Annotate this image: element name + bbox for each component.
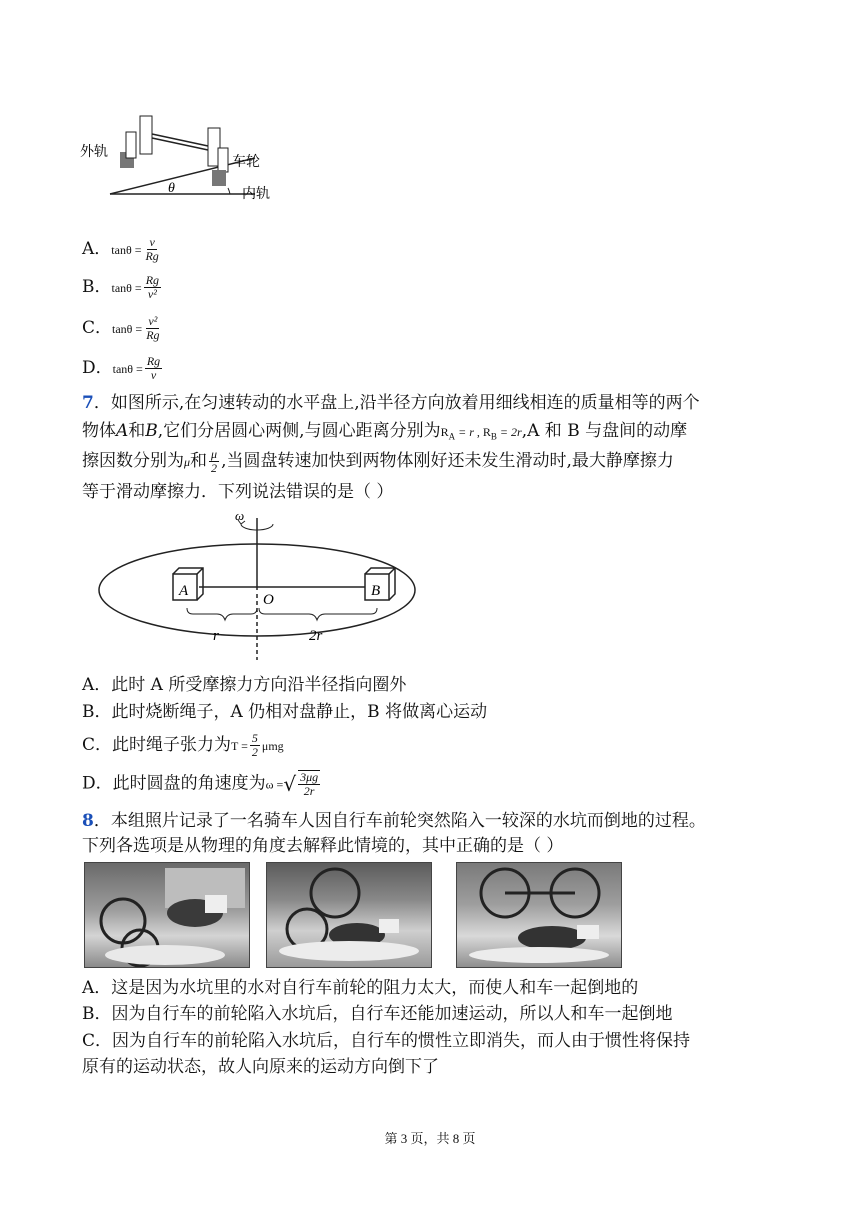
- q6-option-c: C．tanθ = $\frac{\text{v²}}{Rg}$: [82, 314, 160, 342]
- block-a-label: A: [179, 583, 189, 599]
- q8-option-c: C．因为自行车的前轮陷入水坑后，自行车的惯性立即消失，而人由于惯性将保持: [82, 1031, 691, 1051]
- crash-photo-1: [84, 862, 250, 968]
- q7-option-c: C．此时绳子张力为T = $\frac{5}{2}$ μmg: [82, 731, 284, 759]
- crash-photo-2: [266, 862, 432, 968]
- q8-line-1: 8．本组照片记录了一名骑车人因自行车前轮突然陷入一较深的水坑而倒地的过程。: [82, 811, 706, 831]
- q7-option-d: D．此时圆盘的角速度为ω =√ $\frac{3\mu g}{2r}$: [82, 770, 319, 798]
- theta-label: θ: [168, 181, 175, 196]
- q8-line-2: 下列各选项是从物理的角度去解释此情境的，其中正确的是（ ）: [82, 836, 564, 856]
- q7-line-3: 擦因数分别为μ和 $\frac{\mu}{2}$ ,当圆盘转速加快到两物体刚好还未发生滑动时,最大静摩擦力: [82, 447, 674, 475]
- q7-option-a: A．此时 A 所受摩擦力方向沿半径指向圈外: [82, 675, 407, 695]
- q6-option-a: A．tanθ = $\frac{v}{Rg}$: [82, 235, 159, 263]
- banked-track-figure: [80, 108, 285, 208]
- q8-option-a: A．这是因为水坑里的水对自行车前轮的阻力太大，而使人和车一起倒地的: [82, 978, 639, 998]
- q6-option-b: B．tanθ = $\frac{Rg}{\text{v²}}$: [82, 273, 160, 301]
- q7-line-1: 7．如图所示,在匀速转动的水平盘上,沿半径方向放着用细线相连的质量相等的两个: [82, 393, 700, 413]
- q7-option-b: B．此时烧断绳子，A 仍相对盘静止，B 将做离心运动: [82, 702, 488, 722]
- q7-line-4: 等于滑动摩擦力．下列说法错误的是（ ）: [82, 482, 394, 502]
- radius-2r-label: 2r: [309, 628, 323, 644]
- inner-rail-label: 内轨: [242, 186, 270, 202]
- q6-option-d: D．tanθ = $\frac{Rg}{v}$: [82, 354, 161, 382]
- q7-line-2: 物体A和B,它们分居圆心两侧,与圆心距离分别为$R_A = r$ , $R_B = 2r,A$ 和 B 与盘间的动摩: [82, 421, 688, 442]
- center-o-label: O: [263, 592, 274, 608]
- radius-r-label: r: [213, 628, 219, 644]
- page-footer: 第 3 页，共 8 页: [384, 1131, 476, 1146]
- q8-number: 8: [82, 811, 94, 831]
- wheel-label: 车轮: [232, 154, 260, 170]
- outer-rail-label: 外轨: [80, 144, 108, 160]
- q8-option-b: B．因为自行车的前轮陷入水坑后，自行车还能加速运动，所以人和车一起倒地: [82, 1004, 673, 1024]
- block-b-label: B: [371, 583, 381, 599]
- omega-label: ω: [235, 508, 245, 523]
- crash-photo-3: [456, 862, 622, 968]
- q8-option-c-cont: 原有的运动状态，故人向原来的运动方向倒下了: [82, 1057, 439, 1077]
- q7-number: 7: [82, 393, 94, 413]
- rotating-disc-figure: [95, 508, 420, 663]
